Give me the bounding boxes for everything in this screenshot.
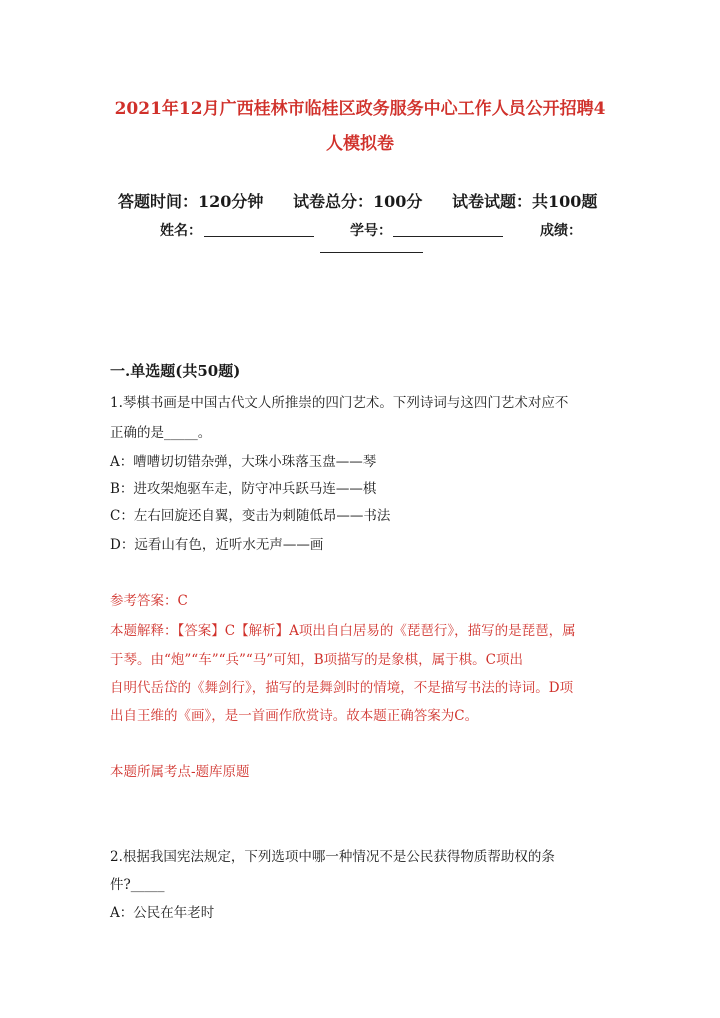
- q1-source: 本题所属考点-题库原题: [110, 764, 250, 780]
- q1-option-b: B：进攻架炮驱车走，防守冲兵跃马连——棋: [110, 481, 377, 497]
- q1-stem-line1: 1.琴棋书画是中国古代文人所推崇的四门艺术。下列诗词与这四门艺术对应不: [110, 395, 569, 411]
- q1-option-a: A：嘈嘈切切错杂弹，大珠小珠落玉盘——琴: [110, 454, 377, 470]
- q1-option-c: C：左右回旋还自翼，变击为刺随低昂——书法: [110, 508, 391, 524]
- q2-option-a: A：公民在年老时: [110, 905, 215, 921]
- q2-stem-line2: 件?_____: [110, 877, 165, 893]
- score-label: 成绩：: [540, 223, 582, 239]
- exam-title-line1: 2021年12月广西桂林市临桂区政务服务中心工作人员公开招聘4: [114, 99, 606, 119]
- q1-explain-line2: 于琴。由“炮”“车”“兵”“马”可知，B项描写的是象棋，属于棋。C项出: [110, 652, 523, 668]
- q1-option-d: D：远看山有色，近听水无声——画: [110, 537, 324, 553]
- q2-stem-line1: 2.根据我国宪法规定，下列选项中哪一种情况不是公民获得物质帮助权的条: [110, 849, 555, 865]
- student-number-label: 学号：: [350, 223, 392, 239]
- exam-question-count: 试卷试题：共100题: [452, 192, 598, 211]
- exam-total-score: 试卷总分：100分: [293, 192, 423, 211]
- name-blank[interactable]: [204, 236, 314, 237]
- q1-stem-line2: 正确的是_____。: [110, 425, 212, 441]
- q1-explain-line3: 自明代岳岱的《舞剑行》，描写的是舞剑时的情境，不是描写书法的诗词。D项: [110, 680, 574, 696]
- q1-explain-line1: 本题解释：【答案】C【解析】A项出自白居易的《琵琶行》，描写的是琵琶，属: [110, 623, 576, 639]
- section-title: 一.单选题(共50题): [110, 362, 241, 380]
- name-label: 姓名：: [160, 223, 202, 239]
- student-number-blank[interactable]: [393, 236, 503, 237]
- q1-answer: 参考答案：C: [110, 593, 188, 609]
- q1-explain-line4: 出自王维的《画》，是一首画作欣赏诗。故本题正确答案为C。: [110, 708, 479, 724]
- exam-title-line2: 人模拟卷: [326, 134, 394, 154]
- exam-time: 答题时间：120分钟: [118, 192, 264, 211]
- score-blank[interactable]: [320, 252, 423, 253]
